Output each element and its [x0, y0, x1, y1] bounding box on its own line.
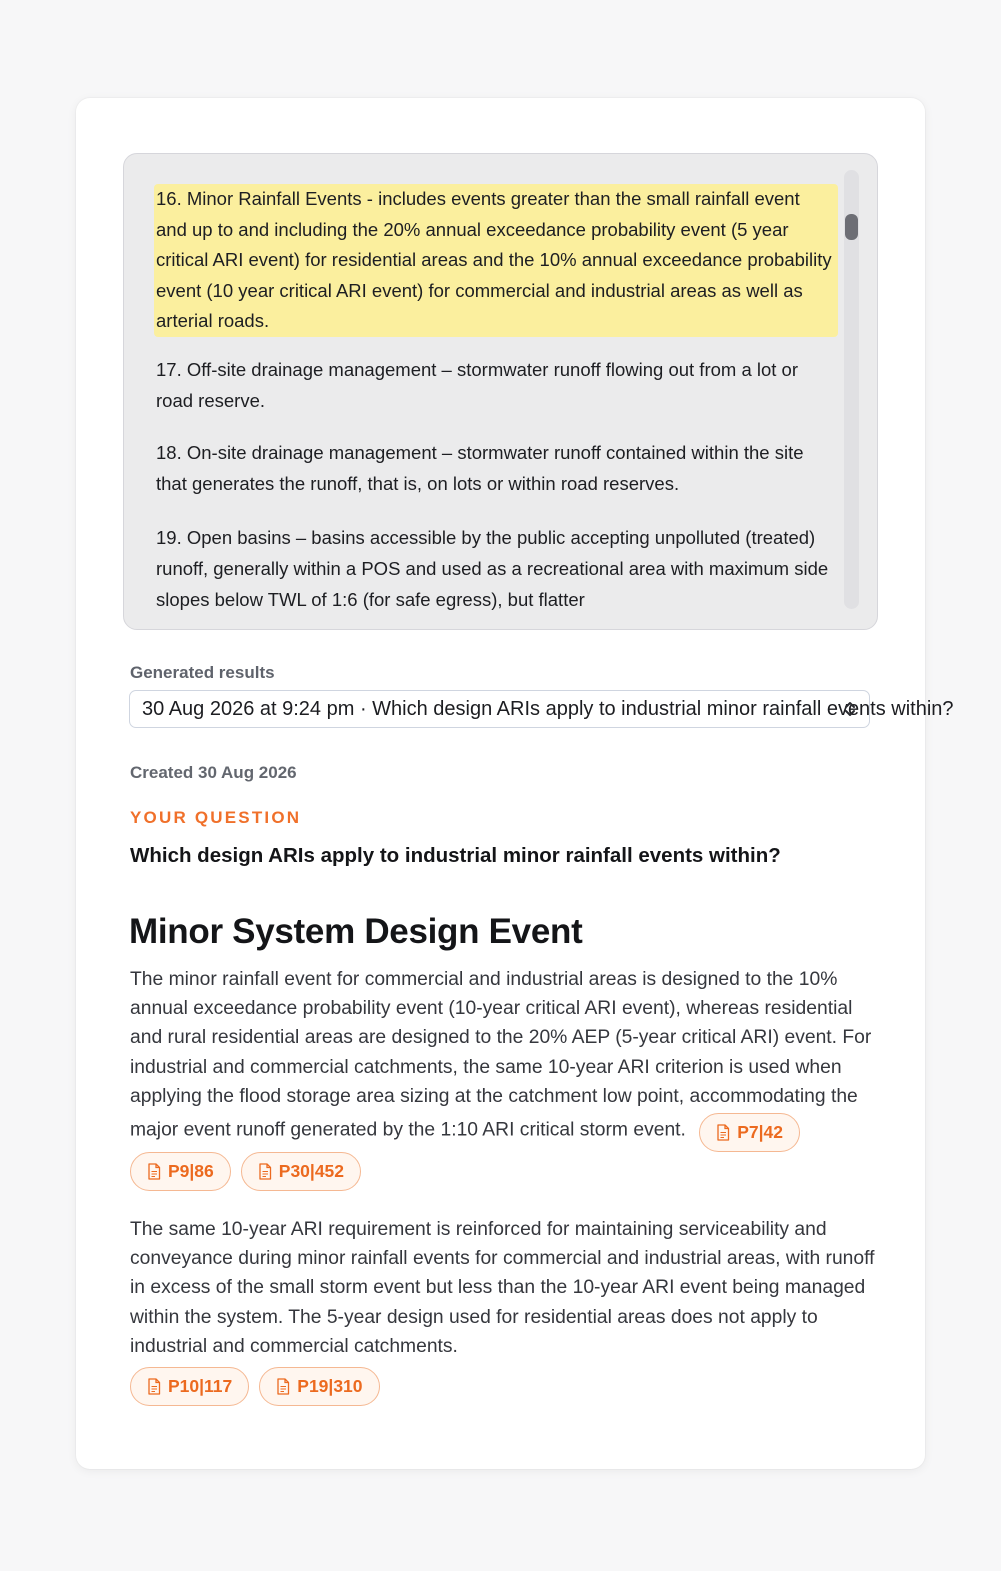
generated-results-label: Generated results: [130, 663, 275, 682]
answer-card: [76, 98, 954, 1469]
answer-paragraph-1: [130, 965, 880, 1189]
document-icon: [147, 1378, 161, 1395]
citation-label: P19|310: [297, 1376, 363, 1396]
document-icon: [276, 1378, 290, 1395]
your-question-label: YOUR QUESTION: [130, 808, 302, 827]
excerpt-scrollbar-thumb[interactable]: [845, 214, 858, 240]
answer-paragraph-1-text: The minor rainfall event for commercial and industrial areas is designed to the 10% annual exceedance probability event (10-year critical ARI event), whereas residential and rural residential areas are designed to the 20% AEP (5-year critical ARI) event. For industrial and commercial catchments, the same 10-year ARI criterion is used when applying the flood storage area sizing at the catchment low point, accommodating the major event runoff generated by the 1:10 ARI critical storm event.: [130, 969, 872, 1141]
citation-label: P7|42: [737, 1121, 784, 1142]
highlighted-paragraph: 16. Minor Rainfall Events - includes events greater than the small rainfall event and up to and including the 20% annual exceedance probability event (5 year critical ARI event) for residential areas and the 10% annual exceedance probability event (10 year critical ARI event) for commercial and industrial areas as well as arterial roads.: [154, 184, 838, 337]
answer-paragraph-2: The same 10-year ARI requirement is reinforced for maintaining serviceability and conveyance during minor rainfall events for commercial and industrial areas, with runoff in excess of the small storm event but less than the 10-year ARI event being managed within the system. The 5-year design used for residential areas does not apply to industrial and commercial catchments.: [130, 1219, 875, 1357]
excerpt-paragraph: 18. On-site drainage management – stormwater runoff contained within the site that generates the runoff, that is, on lots or within road reserves.: [156, 442, 804, 494]
source-excerpt-content: [156, 184, 834, 615]
citation-group: [130, 1367, 390, 1406]
citation-chip[interactable]: [699, 1113, 800, 1152]
generated-results-selected-value: 30 Aug 2026 at 9:24 pm · Which design ARIs apply to industrial minor rainfall events within?: [142, 698, 954, 720]
created-date: Created 30 Aug 2026: [130, 763, 297, 782]
citation-label: P9|86: [168, 1160, 214, 1181]
citation-chip[interactable]: [130, 1152, 231, 1191]
question-text: Which design ARIs apply to industrial minor rainfall events within?: [130, 844, 781, 867]
citation-chip[interactable]: [130, 1367, 249, 1406]
excerpt-paragraph: 17. Off-site drainage management – stormwater runoff flowing out from a lot or road reserve.: [156, 358, 798, 411]
source-excerpt-panel[interactable]: [123, 153, 878, 630]
document-icon: [147, 1163, 161, 1180]
citation-chip[interactable]: [259, 1367, 379, 1406]
excerpt-paragraph: 19. Open basins – basins accessible by the public accepting unpolluted (treated) runoff, generally within a POS and used as a recreational area with maximum side slopes below TWL of 1:6 (for safe egress), but flatter: [156, 527, 829, 610]
citation-label: P30|452: [278, 1160, 345, 1181]
document-icon: [716, 1124, 730, 1141]
answer-heading: Minor System Design Event: [129, 912, 583, 951]
chevron-updown-icon: [843, 700, 857, 718]
document-icon: [258, 1163, 272, 1180]
generated-results-select[interactable]: [129, 690, 954, 728]
citation-chip[interactable]: [241, 1152, 361, 1191]
citation-label: P10|117: [168, 1376, 233, 1396]
